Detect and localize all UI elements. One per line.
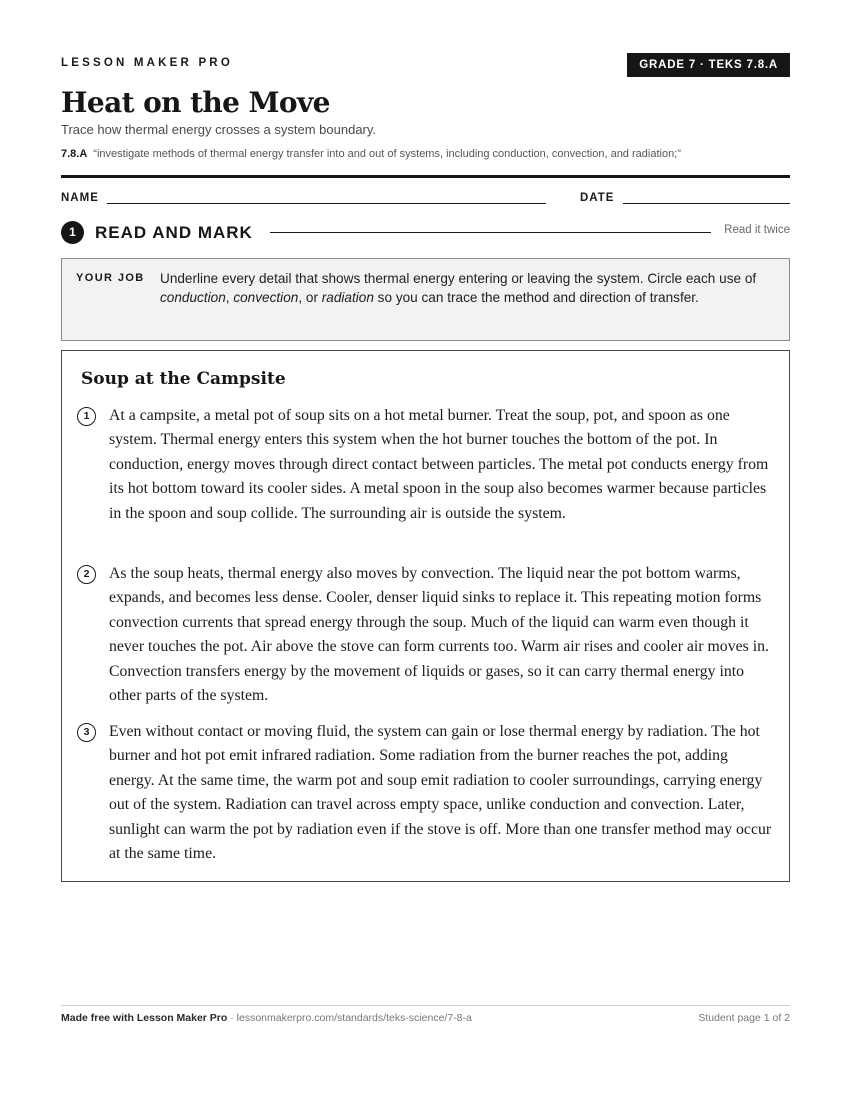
section-title: READ AND MARK <box>95 223 253 242</box>
grade-standard-badge: GRADE 7 · TEKS 7.8.A <box>627 53 790 77</box>
section-note: Read it twice <box>724 224 790 236</box>
paragraph-text: Even without contact or moving fluid, the system can gain or lose thermal energy by radiation. The hot burner and hot pot emit infrared radiation. Some radiation from the burner reaches the pot, adding energy. At the same time, the warm pot and soup emit radiation to cooler surroundings, carrying energy out of the system. Radiation can travel across empty space, unlike conduction and convection. Later, sunlight can warm the pot by radiation even if the stove is off. More than one transfer method may occur at the same time. <box>109 723 772 863</box>
page-indicator: Student page 1 of 2 <box>698 1012 790 1024</box>
page-subtitle: Trace how thermal energy crosses a system boundary. <box>61 122 377 137</box>
date-field[interactable] <box>623 203 790 204</box>
instructions-box <box>61 258 790 341</box>
term-radiation: radiation <box>321 290 374 305</box>
paragraph-number-badge: 2 <box>77 565 96 584</box>
footer-separator: · <box>227 1012 237 1024</box>
section-divider <box>270 232 711 233</box>
instructions-text-part: Underline every detail that shows thermal energy entering or leaving the system. Circle each use of <box>160 271 757 286</box>
footer-divider <box>61 1005 790 1006</box>
instructions-label: YOUR JOB <box>76 272 145 284</box>
paragraph-number-badge: 3 <box>77 723 96 742</box>
standard-text: “investigate methods of thermal energy transfer into and out of systems, including conduction, convection, and radiation;” <box>93 148 681 160</box>
header-divider <box>61 175 790 178</box>
paragraph-text: As the soup heats, thermal energy also moves by convection. The liquid near the pot bottom warms, expands, and becomes less dense. Cooler, denser liquid sinks to replace it. This repeating motion forms convection currents that spread energy through the soup. Much of the liquid can warm even though it never touches the pot. Air above the stove can form currents too. Warm air rises and cooler air moves in. Convection transfers energy by the movement of liquids or gases, so it can carry thermal energy into other parts of the system. <box>109 565 769 705</box>
standard-statement <box>61 148 681 160</box>
term-conduction: conduction <box>160 290 226 305</box>
term-convection: convection <box>233 290 299 305</box>
instructions-text <box>160 269 780 307</box>
section-number-badge: 1 <box>61 221 84 244</box>
worksheet-page <box>61 0 790 1100</box>
passage-title: Soup at the Campsite <box>81 369 286 389</box>
footer-brand: Made free with Lesson Maker Pro <box>61 1012 228 1024</box>
paragraph-text: At a campsite, a metal pot of soup sits on a hot metal burner. Treat the soup, pot, and spoon as one system. Thermal energy enters this system when the hot burner touches the bottom of the pot. In conduction, energy moves through direct contact between particles. The metal pot conducts energy from its hot bottom toward its cooler sides. A metal spoon in the soup also becomes warmer because particles in the spoon and soup collide. The surrounding air is outside the system. <box>109 407 769 522</box>
footer-credit <box>61 1012 472 1024</box>
paragraph-number-badge: 1 <box>77 407 96 426</box>
date-label: DATE <box>580 192 615 204</box>
reading-passage <box>61 350 790 882</box>
instructions-separator: , or <box>298 290 322 305</box>
instructions-separator: , <box>225 290 234 305</box>
standard-code: 7.8.A <box>61 148 88 160</box>
name-field[interactable] <box>107 203 546 204</box>
name-label: NAME <box>61 192 99 204</box>
instructions-text-part: so you can trace the method and direction of transfer. <box>373 290 699 305</box>
brand-name: LESSON MAKER PRO <box>61 57 233 69</box>
page-title: Heat on the Move <box>61 86 330 119</box>
footer-url[interactable]: lessonmakerpro.com/standards/teks-science/7-8-a <box>236 1012 472 1024</box>
